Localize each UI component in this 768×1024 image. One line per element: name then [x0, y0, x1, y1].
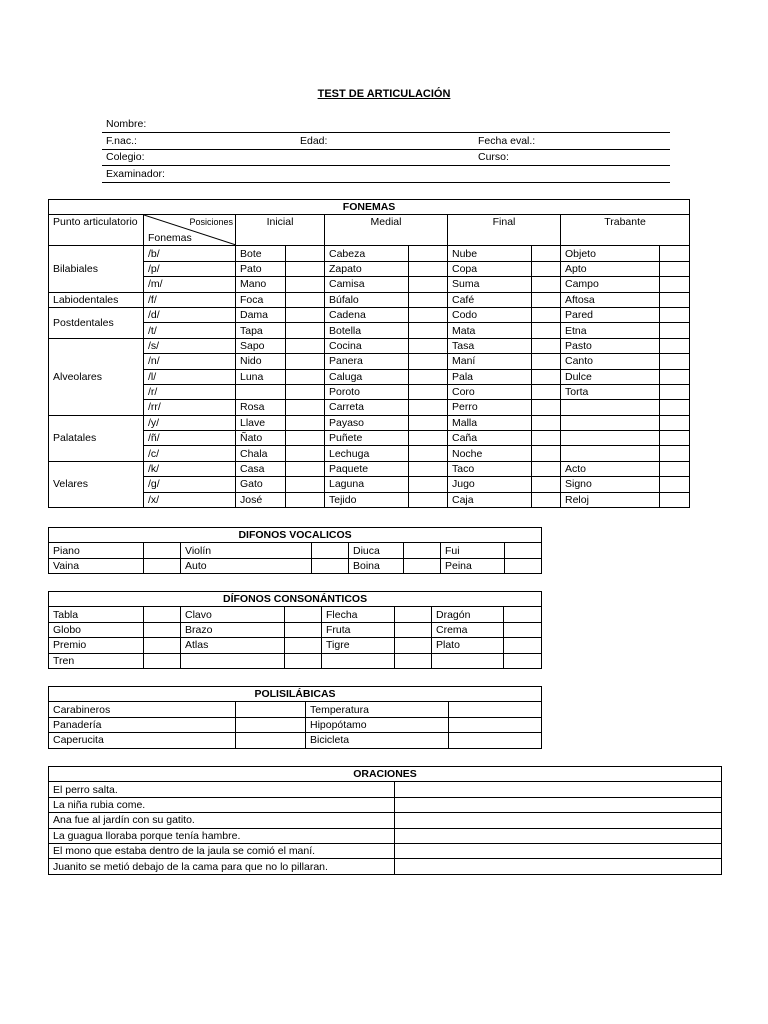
blank-response-cell [532, 477, 561, 492]
oracion-row [49, 843, 722, 858]
fonema-cell: /n/ [144, 354, 236, 369]
posiciones-fonemas-header [144, 215, 236, 246]
blank-response-cell [449, 702, 542, 717]
blank-response-cell [409, 415, 448, 430]
blank-response-cell [404, 543, 441, 558]
fonema-row [49, 492, 690, 507]
word-medial-cell: Botella [325, 323, 409, 338]
difono-consonantico-row [49, 622, 542, 637]
word-inicial-cell [236, 384, 286, 399]
header-row-colegio [102, 149, 670, 166]
blank-response-cell [285, 622, 322, 637]
blank-response-cell [395, 622, 432, 637]
blank-response-cell [660, 292, 690, 307]
colegio-label: Colegio: [106, 151, 145, 163]
word-inicial-cell: Pato [236, 261, 286, 276]
blank-response-cell [660, 415, 690, 430]
blank-response-cell [505, 543, 542, 558]
difono-consonantico-row [49, 653, 542, 668]
blank-response-cell [144, 558, 181, 573]
blank-response-cell [409, 292, 448, 307]
word-cell: Tren [49, 653, 144, 668]
blank-response-cell [449, 733, 542, 748]
difonos-consonanticos-table [48, 591, 542, 669]
blank-response-cell [144, 607, 181, 622]
blank-response-cell [286, 292, 325, 307]
word-final-cell: Jugo [448, 477, 532, 492]
word-final-cell: Perro [448, 400, 532, 415]
blank-response-cell [285, 638, 322, 653]
blank-response-cell [285, 607, 322, 622]
word-inicial-cell: Ñato [236, 431, 286, 446]
fonema-cell: /d/ [144, 307, 236, 322]
blank-response-cell [504, 653, 542, 668]
blank-response-cell [660, 338, 690, 353]
blank-response-cell [409, 369, 448, 384]
punto-articulatorio-cell: Alveolares [49, 338, 144, 415]
blank-response-cell [532, 292, 561, 307]
blank-response-cell [532, 323, 561, 338]
examinador-label: Examinador: [106, 168, 165, 180]
blank-response-cell [409, 307, 448, 322]
oracion-row [49, 782, 722, 797]
fonema-cell: /f/ [144, 292, 236, 307]
blank-response-cell [286, 323, 325, 338]
blank-response-cell [395, 607, 432, 622]
blank-response-cell [660, 446, 690, 461]
difonos-consonanticos-title: DÍFONOS CONSONÁNTICOS [49, 592, 542, 607]
blank-response-cell [660, 384, 690, 399]
sentence-cell: Ana fue al jardín con su gatito. [49, 813, 395, 828]
blank-response-cell [286, 369, 325, 384]
word-final-cell: Nube [448, 246, 532, 261]
fonema-row [49, 277, 690, 292]
word-cell: Dragón [432, 607, 504, 622]
fonemas-table [48, 199, 690, 508]
word-cell: Hipopótamo [306, 717, 449, 732]
punto-articulatorio-header: Punto articulatorio [49, 215, 144, 246]
word-final-cell: Malla [448, 415, 532, 430]
blank-response-cell [286, 461, 325, 476]
fonema-row [49, 246, 690, 261]
fonema-cell: /l/ [144, 369, 236, 384]
word-final-cell: Suma [448, 277, 532, 292]
blank-response-cell [532, 384, 561, 399]
word-inicial-cell: Sapo [236, 338, 286, 353]
sentence-cell: El mono que estaba dentro de la jaula se comió el maní. [49, 843, 395, 858]
word-trabante-cell: Pasto [561, 338, 660, 353]
word-trabante-cell: Pared [561, 307, 660, 322]
fonema-cell: /c/ [144, 446, 236, 461]
blank-response-cell [660, 461, 690, 476]
blank-response-cell [404, 558, 441, 573]
blank-response-cell [236, 702, 306, 717]
word-trabante-cell: Apto [561, 261, 660, 276]
word-trabante-cell: Acto [561, 461, 660, 476]
blank-response-cell [532, 354, 561, 369]
word-cell: Flecha [322, 607, 395, 622]
word-cell: Vaina [49, 558, 144, 573]
col-final-header: Final [448, 215, 561, 246]
punto-articulatorio-cell: Bilabiales [49, 246, 144, 292]
word-inicial-cell: Foca [236, 292, 286, 307]
blank-response-cell [532, 338, 561, 353]
word-medial-cell: Paquete [325, 461, 409, 476]
word-inicial-cell: Nido [236, 354, 286, 369]
word-final-cell: Pala [448, 369, 532, 384]
polisilabica-row [49, 733, 542, 748]
word-trabante-cell: Objeto [561, 246, 660, 261]
fonemas-label: Fonemas [148, 232, 192, 245]
word-trabante-cell: Reloj [561, 492, 660, 507]
blank-response-cell [395, 653, 432, 668]
word-cell: Peina [441, 558, 505, 573]
word-cell: Globo [49, 622, 144, 637]
word-inicial-cell: Mano [236, 277, 286, 292]
word-medial-cell: Payaso [325, 415, 409, 430]
sentence-cell: La niña rubia come. [49, 797, 395, 812]
oracion-row [49, 813, 722, 828]
fonema-cell: /r/ [144, 384, 236, 399]
blank-response-cell [286, 338, 325, 353]
blank-response-cell [312, 543, 349, 558]
word-cell: Atlas [181, 638, 285, 653]
word-final-cell: Copa [448, 261, 532, 276]
blank-response-cell [286, 446, 325, 461]
blank-response-cell [532, 446, 561, 461]
word-trabante-cell: Dulce [561, 369, 660, 384]
col-medial-header: Medial [325, 215, 448, 246]
blank-response-cell [532, 415, 561, 430]
word-cell: Fui [441, 543, 505, 558]
blank-response-cell [409, 492, 448, 507]
blank-response-cell [286, 477, 325, 492]
word-inicial-cell: Rosa [236, 400, 286, 415]
blank-response-cell [660, 431, 690, 446]
word-trabante-cell: Signo [561, 477, 660, 492]
word-trabante-cell: Etna [561, 323, 660, 338]
fonema-row [49, 400, 690, 415]
blank-response-cell [409, 446, 448, 461]
punto-articulatorio-cell: Postdentales [49, 307, 144, 338]
word-cell: Caperucita [49, 733, 236, 748]
polisilabica-row [49, 702, 542, 717]
blank-response-cell [286, 415, 325, 430]
blank-response-cell [532, 261, 561, 276]
sentence-cell: El perro salta. [49, 782, 395, 797]
word-medial-cell: Lechuga [325, 446, 409, 461]
blank-response-cell [532, 461, 561, 476]
word-inicial-cell: Luna [236, 369, 286, 384]
oraciones-table [48, 766, 722, 875]
fonema-row [49, 461, 690, 476]
blank-response-cell [286, 431, 325, 446]
fonema-cell: /y/ [144, 415, 236, 430]
blank-response-cell [409, 400, 448, 415]
word-inicial-cell: Casa [236, 461, 286, 476]
difono-consonantico-row [49, 638, 542, 653]
word-trabante-cell: Campo [561, 277, 660, 292]
word-cell: Clavo [181, 607, 285, 622]
blank-response-cell [660, 400, 690, 415]
blank-response-cell [660, 246, 690, 261]
blank-response-cell [409, 277, 448, 292]
difono-vocalico-row [49, 543, 542, 558]
blank-response-cell [409, 431, 448, 446]
word-final-cell: Caña [448, 431, 532, 446]
fonema-row [49, 307, 690, 322]
word-cell: Fruta [322, 622, 395, 637]
col-trabante-header: Trabante [561, 215, 690, 246]
oracion-row [49, 828, 722, 843]
word-medial-cell: Cadena [325, 307, 409, 322]
oracion-row [49, 797, 722, 812]
blank-response-cell [409, 323, 448, 338]
word-cell: Panadería [49, 717, 236, 732]
word-medial-cell: Cocina [325, 338, 409, 353]
fonema-row [49, 323, 690, 338]
word-medial-cell: Zapato [325, 261, 409, 276]
blank-response-cell [504, 638, 542, 653]
page-title: TEST DE ARTICULACIÓN [317, 88, 451, 100]
word-medial-cell: Puñete [325, 431, 409, 446]
blank-response-cell [395, 638, 432, 653]
blank-response-cell [312, 558, 349, 573]
sentence-cell: Juanito se metió debajo de la cama para que no lo pillaran. [49, 859, 395, 874]
word-cell: Tigre [322, 638, 395, 653]
word-final-cell: Coro [448, 384, 532, 399]
word-cell [322, 653, 395, 668]
word-trabante-cell [561, 431, 660, 446]
word-medial-cell: Cabeza [325, 246, 409, 261]
blank-response-cell [660, 307, 690, 322]
fonema-cell: /x/ [144, 492, 236, 507]
word-cell [181, 653, 285, 668]
blank-response-cell [395, 843, 722, 858]
word-final-cell: Codo [448, 307, 532, 322]
fonema-cell: /rr/ [144, 400, 236, 415]
blank-response-cell [449, 717, 542, 732]
word-cell: Piano [49, 543, 144, 558]
word-medial-cell: Panera [325, 354, 409, 369]
word-cell: Premio [49, 638, 144, 653]
blank-response-cell [286, 384, 325, 399]
blank-response-cell [286, 400, 325, 415]
blank-response-cell [409, 384, 448, 399]
polisilabica-row [49, 717, 542, 732]
sentence-cell: La guagua lloraba porque tenía hambre. [49, 828, 395, 843]
punto-articulatorio-cell: Labiodentales [49, 292, 144, 307]
blank-response-cell [532, 369, 561, 384]
blank-response-cell [395, 813, 722, 828]
blank-response-cell [660, 492, 690, 507]
blank-response-cell [660, 261, 690, 276]
word-trabante-cell [561, 446, 660, 461]
word-final-cell: Maní [448, 354, 532, 369]
fonema-row [49, 354, 690, 369]
fonema-row [49, 369, 690, 384]
fonema-row [49, 415, 690, 430]
difono-consonantico-row [49, 607, 542, 622]
blank-response-cell [660, 477, 690, 492]
fonema-row [49, 338, 690, 353]
blank-response-cell [504, 622, 542, 637]
word-cell: Auto [181, 558, 312, 573]
blank-response-cell [660, 369, 690, 384]
word-final-cell: Tasa [448, 338, 532, 353]
word-medial-cell: Caluga [325, 369, 409, 384]
blank-response-cell [286, 277, 325, 292]
word-inicial-cell: Llave [236, 415, 286, 430]
nombre-label: Nombre: [106, 118, 147, 130]
word-inicial-cell: José [236, 492, 286, 507]
word-medial-cell: Poroto [325, 384, 409, 399]
word-medial-cell: Camisa [325, 277, 409, 292]
fonema-row [49, 292, 690, 307]
blank-response-cell [395, 859, 722, 874]
blank-response-cell [660, 323, 690, 338]
blank-response-cell [409, 261, 448, 276]
word-cell: Boina [349, 558, 404, 573]
blank-response-cell [286, 261, 325, 276]
fnac-label: F.nac.: [106, 135, 137, 147]
fonema-row [49, 261, 690, 276]
fonema-row [49, 446, 690, 461]
oracion-row [49, 859, 722, 874]
blank-response-cell [409, 477, 448, 492]
word-inicial-cell: Dama [236, 307, 286, 322]
fonema-cell: /t/ [144, 323, 236, 338]
fonema-cell: /b/ [144, 246, 236, 261]
blank-response-cell [144, 543, 181, 558]
word-trabante-cell: Torta [561, 384, 660, 399]
oraciones-title: ORACIONES [49, 767, 722, 782]
blank-response-cell [660, 277, 690, 292]
word-trabante-cell [561, 400, 660, 415]
blank-response-cell [532, 246, 561, 261]
blank-response-cell [285, 653, 322, 668]
blank-response-cell [286, 492, 325, 507]
word-inicial-cell: Bote [236, 246, 286, 261]
difonos-vocalicos-table [48, 527, 542, 574]
edad-label: Edad: [300, 135, 328, 147]
fonema-cell: /m/ [144, 277, 236, 292]
word-medial-cell: Laguna [325, 477, 409, 492]
word-inicial-cell: Tapa [236, 323, 286, 338]
blank-response-cell [505, 558, 542, 573]
blank-response-cell [236, 717, 306, 732]
polisilabicas-title: POLISILÁBICAS [49, 687, 542, 702]
fonema-row [49, 431, 690, 446]
word-inicial-cell: Chala [236, 446, 286, 461]
word-medial-cell: Carreta [325, 400, 409, 415]
blank-response-cell [144, 638, 181, 653]
blank-response-cell [286, 354, 325, 369]
blank-response-cell [409, 246, 448, 261]
fonemas-title: FONEMAS [49, 200, 690, 215]
curso-label: Curso: [478, 151, 509, 163]
blank-response-cell [395, 828, 722, 843]
blank-response-cell [144, 622, 181, 637]
header-row-fnac [102, 132, 670, 150]
punto-articulatorio-cell: Palatales [49, 415, 144, 461]
blank-response-cell [395, 782, 722, 797]
posiciones-label: Posiciones [189, 217, 233, 228]
blank-response-cell [532, 400, 561, 415]
word-cell: Diuca [349, 543, 404, 558]
word-medial-cell: Tejido [325, 492, 409, 507]
word-cell: Violín [181, 543, 312, 558]
word-cell: Crema [432, 622, 504, 637]
blank-response-cell [660, 354, 690, 369]
blank-response-cell [532, 307, 561, 322]
word-final-cell: Noche [448, 446, 532, 461]
word-cell: Temperatura [306, 702, 449, 717]
word-cell: Tabla [49, 607, 144, 622]
word-final-cell: Café [448, 292, 532, 307]
word-trabante-cell [561, 415, 660, 430]
header-row-nombre [102, 116, 670, 132]
punto-articulatorio-cell: Velares [49, 461, 144, 507]
fecha-eval-label: Fecha eval.: [478, 135, 536, 147]
word-trabante-cell: Canto [561, 354, 660, 369]
blank-response-cell [395, 797, 722, 812]
blank-response-cell [286, 246, 325, 261]
word-final-cell: Taco [448, 461, 532, 476]
blank-response-cell [409, 354, 448, 369]
word-inicial-cell: Gato [236, 477, 286, 492]
polisilabicas-table [48, 686, 542, 749]
fonema-cell: /ñ/ [144, 431, 236, 446]
blank-response-cell [409, 461, 448, 476]
word-cell: Carabineros [49, 702, 236, 717]
word-final-cell: Caja [448, 492, 532, 507]
word-cell [432, 653, 504, 668]
word-cell: Brazo [181, 622, 285, 637]
word-medial-cell: Búfalo [325, 292, 409, 307]
word-cell: Bicicleta [306, 733, 449, 748]
blank-response-cell [144, 653, 181, 668]
difono-vocalico-row [49, 558, 542, 573]
word-cell: Plato [432, 638, 504, 653]
fonema-cell: /g/ [144, 477, 236, 492]
fonema-cell: /k/ [144, 461, 236, 476]
fonema-row [49, 384, 690, 399]
blank-response-cell [532, 277, 561, 292]
word-trabante-cell: Aftosa [561, 292, 660, 307]
header-row-examinador [102, 166, 670, 183]
fonema-cell: /s/ [144, 338, 236, 353]
blank-response-cell [532, 492, 561, 507]
col-inicial-header: Inicial [236, 215, 325, 246]
blank-response-cell [286, 307, 325, 322]
blank-response-cell [504, 607, 542, 622]
blank-response-cell [409, 338, 448, 353]
fonema-cell: /p/ [144, 261, 236, 276]
word-final-cell: Mata [448, 323, 532, 338]
difonos-vocalicos-title: DIFONOS VOCALICOS [49, 528, 542, 543]
blank-response-cell [532, 431, 561, 446]
fonema-row [49, 477, 690, 492]
blank-response-cell [236, 733, 306, 748]
